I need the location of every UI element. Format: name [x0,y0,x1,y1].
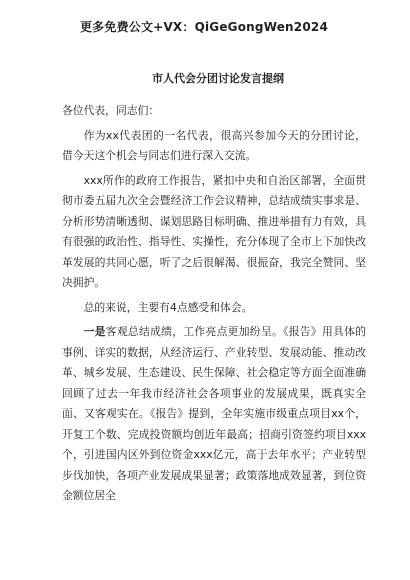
promo-banner: 更多免费公文+VX：QiGeGongWen2024 [79,20,328,34]
point-one-text: 客观总结成绩，工作亮点更加纷呈。《报告》用具体的事例、详实的数据，从经济运行、产业转型、发展动能、推动改革、城乡发展、生态建设、民生保障、社会稳定等方面全面准确回顾了过去一年我市经济社会各项事业的发展成果，既真实全面、又客观实在。《报告》提到，全年实施市级重点项目xx个，开复工个数、完成投资额均创近年最高；招商引资签约项目xxx个，引进国内区外到位资金xxx亿元，高于去年水平；产业转型步伐加快，各项产业发展成果显著；政策落地成效显著，到位资金额位居全 [62,325,367,502]
document-title: 市人代会分团讨论发言提纲 [152,72,284,85]
point-one-lead: 一是 [83,325,106,338]
paragraph-report-assessment: xxx所作的政府工作报告，紧扣中央和自治区部署，全面贯彻市委五届九次全会暨经济工作会议精神，总结成绩实事求是、分析形势清晰透彻、谋划思路目标明确、推进举措有力有效，具有很强的政治性、指导性、实操性，充分体现了全市上下加快改革发展的共同心愿，听了之后很解渴、很振奋，我完全赞同、坚决拥护。 [62,173,366,289]
paragraph-summary: 总的来说，主要有4点感受和体会。 [83,300,253,314]
paragraph-point-one [62,322,366,507]
greeting: 各位代表，同志们： [62,104,160,117]
paragraph-intro: 作为xx代表团的一名代表，很高兴参加今天的分团讨论，借今天这个机会与同志们进行深入交流。 [62,128,366,162]
